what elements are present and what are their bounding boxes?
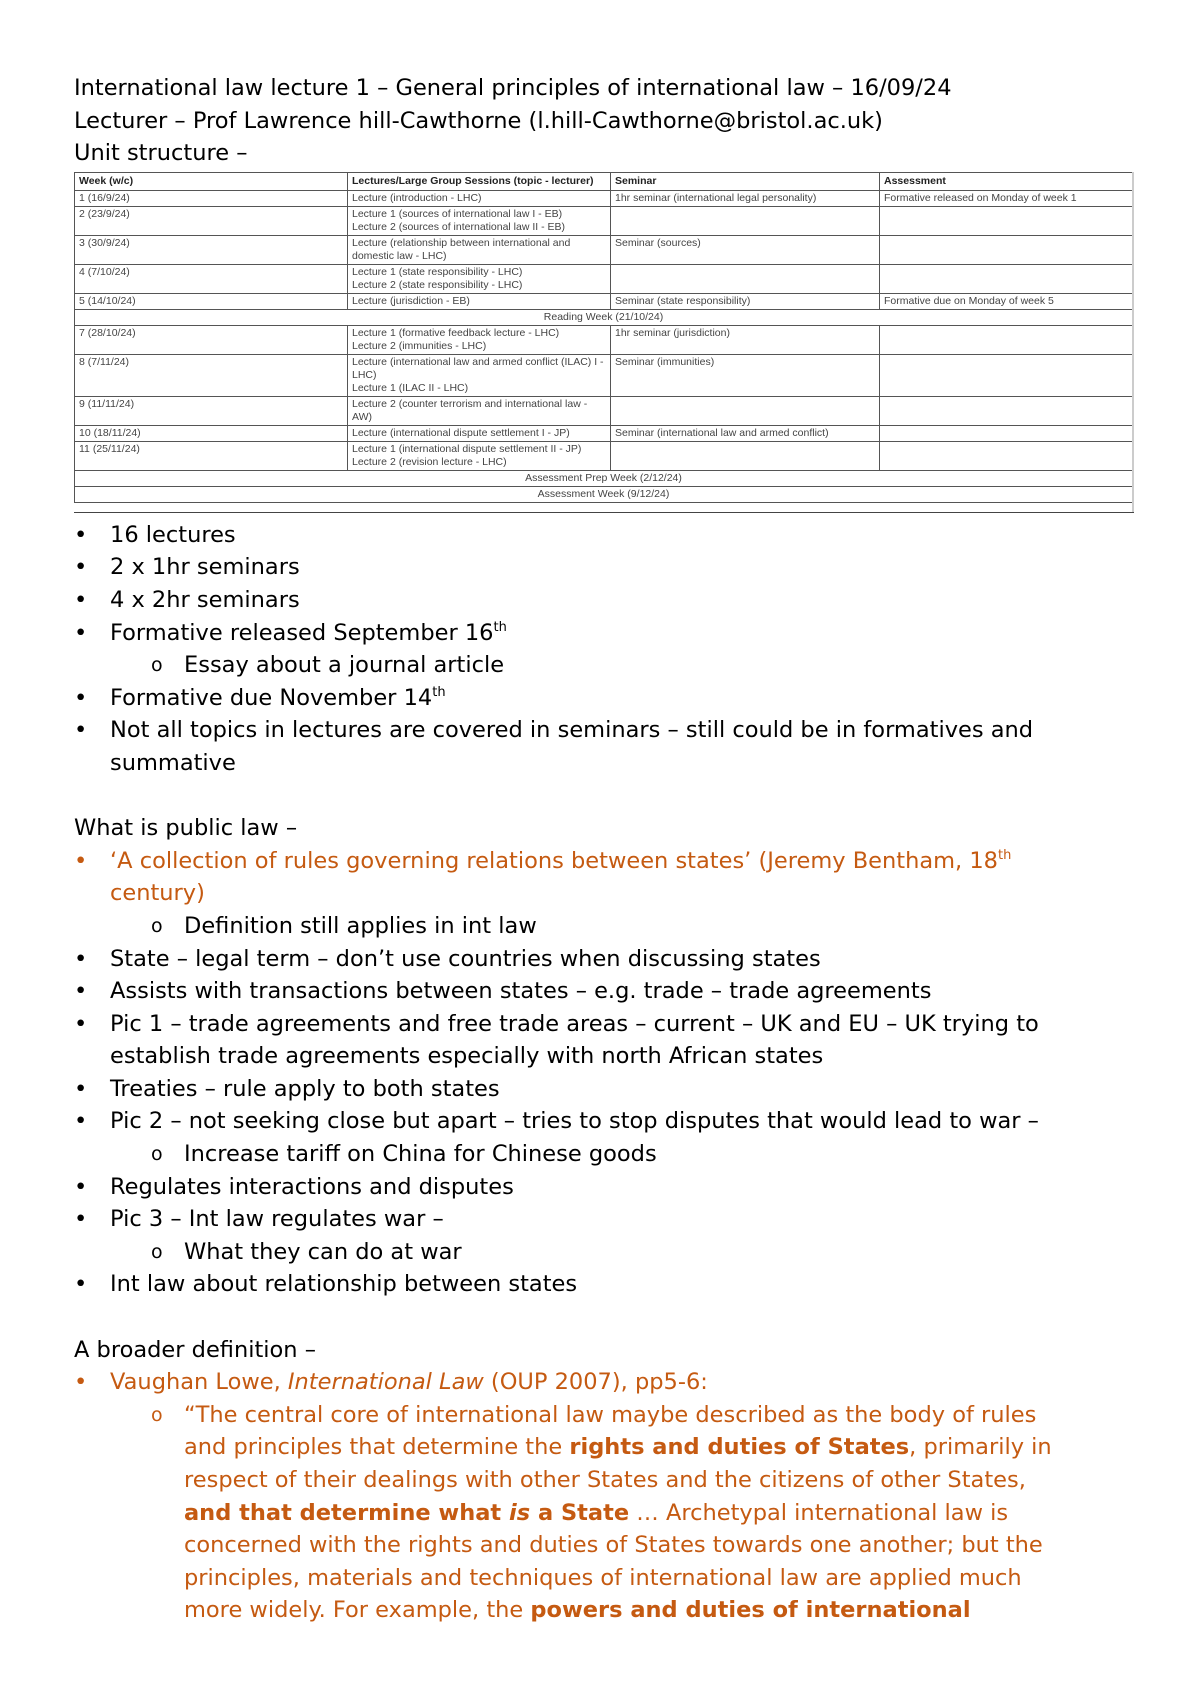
table-cell: 1hr seminar (jurisdiction): [611, 325, 880, 354]
table-cell: Lecture 1 (international dispute settlement II - JP) Lecture 2 (revision lecture - LHC): [348, 441, 611, 470]
public-law-bullets: [74, 845, 1134, 1301]
table-header-week: Week (w/c): [75, 172, 348, 190]
list-item: • Treaties – rule apply to both states: [74, 1073, 1134, 1106]
list-item: • Not all topics in lectures are covered in seminars – still could be in formatives and summative: [74, 714, 1134, 779]
table-row: [75, 425, 1133, 441]
table-cell: 2 (23/9/24): [75, 206, 348, 235]
assessment-week-cell: Assessment Week (9/12/24): [75, 486, 1133, 502]
list-item: • Formative due November 14th: [74, 682, 1134, 715]
table-row: [75, 293, 1133, 309]
table-cell: [880, 396, 1133, 425]
broader-definition-bullets: [74, 1366, 1134, 1627]
table-row: [75, 235, 1133, 264]
unit-bullets: [74, 519, 1134, 780]
table-row: [75, 325, 1133, 354]
table-cell: [880, 354, 1133, 396]
table-cell: [611, 264, 880, 293]
unit-structure-heading: Unit structure –: [74, 140, 248, 167]
table-cell: 11 (25/11/24): [75, 441, 348, 470]
assessment-prep-week-cell: Assessment Prep Week (2/12/24): [75, 470, 1133, 486]
table-cell: 3 (30/9/24): [75, 235, 348, 264]
list-item: • State – legal term – don’t use countries when discussing states: [74, 943, 1134, 976]
assessment-prep-week-row: [75, 470, 1133, 486]
table-cell: 5 (14/10/24): [75, 293, 348, 309]
table-cell: Seminar (state responsibility): [611, 293, 880, 309]
list-item: • Pic 2 – not seeking close but apart – tries to stop disputes that would lead to war –: [74, 1105, 1134, 1138]
list-item: • Formative released September 16th: [74, 617, 1134, 650]
table-row: [75, 441, 1133, 470]
list-item: • Assists with transactions between states – e.g. trade – trade agreements: [74, 975, 1134, 1008]
table-row: [75, 206, 1133, 235]
list-item: • 16 lectures: [74, 519, 1134, 552]
reading-week-row: [75, 309, 1133, 325]
sub-list-item: o Essay about a journal article: [74, 649, 1134, 682]
reading-week-cell: Reading Week (21/10/24): [75, 309, 1133, 325]
table-cell: Lecture 2 (counter terrorism and international law - AW): [348, 396, 611, 425]
table-cell: Lecture (introduction - LHC): [348, 190, 611, 206]
table-cell: [611, 396, 880, 425]
list-item: • Regulates interactions and disputes: [74, 1171, 1134, 1204]
table-cell: Lecture (international dispute settlement I - JP): [348, 425, 611, 441]
table-edge-shadow: [1132, 172, 1134, 512]
lecturer-line: Lecturer – Prof Lawrence hill-Cawthorne (l.hill-Cawthorne@bristol.ac.uk): [74, 107, 883, 134]
table-cell: Seminar (international law and armed conflict): [611, 425, 880, 441]
table-cell: [880, 264, 1133, 293]
table-cell: Lecture (international law and armed conflict (ILAC) I - LHC) Lecture 1 (ILAC II - LHC): [348, 354, 611, 396]
sub-list-item: o What they can do at war: [74, 1236, 1134, 1269]
assessment-week-row: [75, 486, 1133, 502]
table-cell: 7 (28/10/24): [75, 325, 348, 354]
broader-definition-heading: A broader definition –: [74, 1336, 316, 1363]
table-header-assessment: Assessment: [880, 172, 1133, 190]
table-cell: 9 (11/11/24): [75, 396, 348, 425]
public-law-heading: What is public law –: [74, 815, 298, 842]
sub-list-item: o Definition still applies in int law: [74, 910, 1134, 943]
list-item: • 4 x 2hr seminars: [74, 584, 1134, 617]
list-item: • 2 x 1hr seminars: [74, 551, 1134, 584]
table-row: [75, 264, 1133, 293]
document-body: [74, 72, 1134, 1627]
bentham-quote: • ‘A collection of rules governing relations between states’ (Jeremy Bentham, 18th century): [74, 845, 1134, 910]
table-cell: Formative released on Monday of week 1: [880, 190, 1133, 206]
list-item: • Int law about relationship between states: [74, 1268, 1134, 1301]
table-cell: [611, 206, 880, 235]
table-cell: [880, 425, 1133, 441]
table-cell: [880, 235, 1133, 264]
table-row: [75, 354, 1133, 396]
table-header-seminar: Seminar: [611, 172, 880, 190]
table-cell: Lecture 1 (formative feedback lecture - LHC) Lecture 2 (immunities - LHC): [348, 325, 611, 354]
table-cell: [880, 206, 1133, 235]
table-cell: Formative due on Monday of week 5: [880, 293, 1133, 309]
table-cell: [611, 441, 880, 470]
table-cell: Lecture (relationship between international and domestic law - LHC): [348, 235, 611, 264]
table-cell: 4 (7/10/24): [75, 264, 348, 293]
lowe-quote: o “The central core of international law maybe described as the body of rules and principles that determine the rights and duties of States, primarily in respect of their dealings with other States and the citizens of other States, and that determine what is a State … Archetypal international law is concerned with the rights and duties of States towards one another; but the principles, materials and techniques of international law are applied much more widely. For example, the powers and duties of international: [74, 1399, 1134, 1627]
table-cell: 1hr seminar (international legal personality): [611, 190, 880, 206]
table-cell: 10 (18/11/24): [75, 425, 348, 441]
list-item: • Pic 1 – trade agreements and free trade areas – current – UK and EU – UK trying to establish trade agreements especially with north African states: [74, 1008, 1134, 1073]
table-cell: Lecture (jurisdiction - EB): [348, 293, 611, 309]
unit-structure-table: [74, 172, 1134, 513]
table-cell: 8 (7/11/24): [75, 354, 348, 396]
sub-list-item: o Increase tariff on China for Chinese goods: [74, 1138, 1134, 1171]
table-cell: 1 (16/9/24): [75, 190, 348, 206]
lecture-title: International law lecture 1 – General principles of international law – 16/09/24: [74, 75, 952, 101]
table-cell: [880, 441, 1133, 470]
table-cell: Lecture 1 (sources of international law I - EB) Lecture 2 (sources of international law II - EB): [348, 206, 611, 235]
table-cell: Seminar (sources): [611, 235, 880, 264]
table-cell: Seminar (immunities): [611, 354, 880, 396]
table-cell: Lecture 1 (state responsibility - LHC) Lecture 2 (state responsibility - LHC): [348, 264, 611, 293]
table-row: [75, 190, 1133, 206]
lowe-citation: • Vaughan Lowe, International Law (OUP 2007), pp5-6:: [74, 1366, 1134, 1399]
table-header-lectures: Lectures/Large Group Sessions (topic - lecturer): [348, 172, 611, 190]
table-row: [75, 396, 1133, 425]
list-item: • Pic 3 – Int law regulates war –: [74, 1203, 1134, 1236]
table-cell: [880, 325, 1133, 354]
